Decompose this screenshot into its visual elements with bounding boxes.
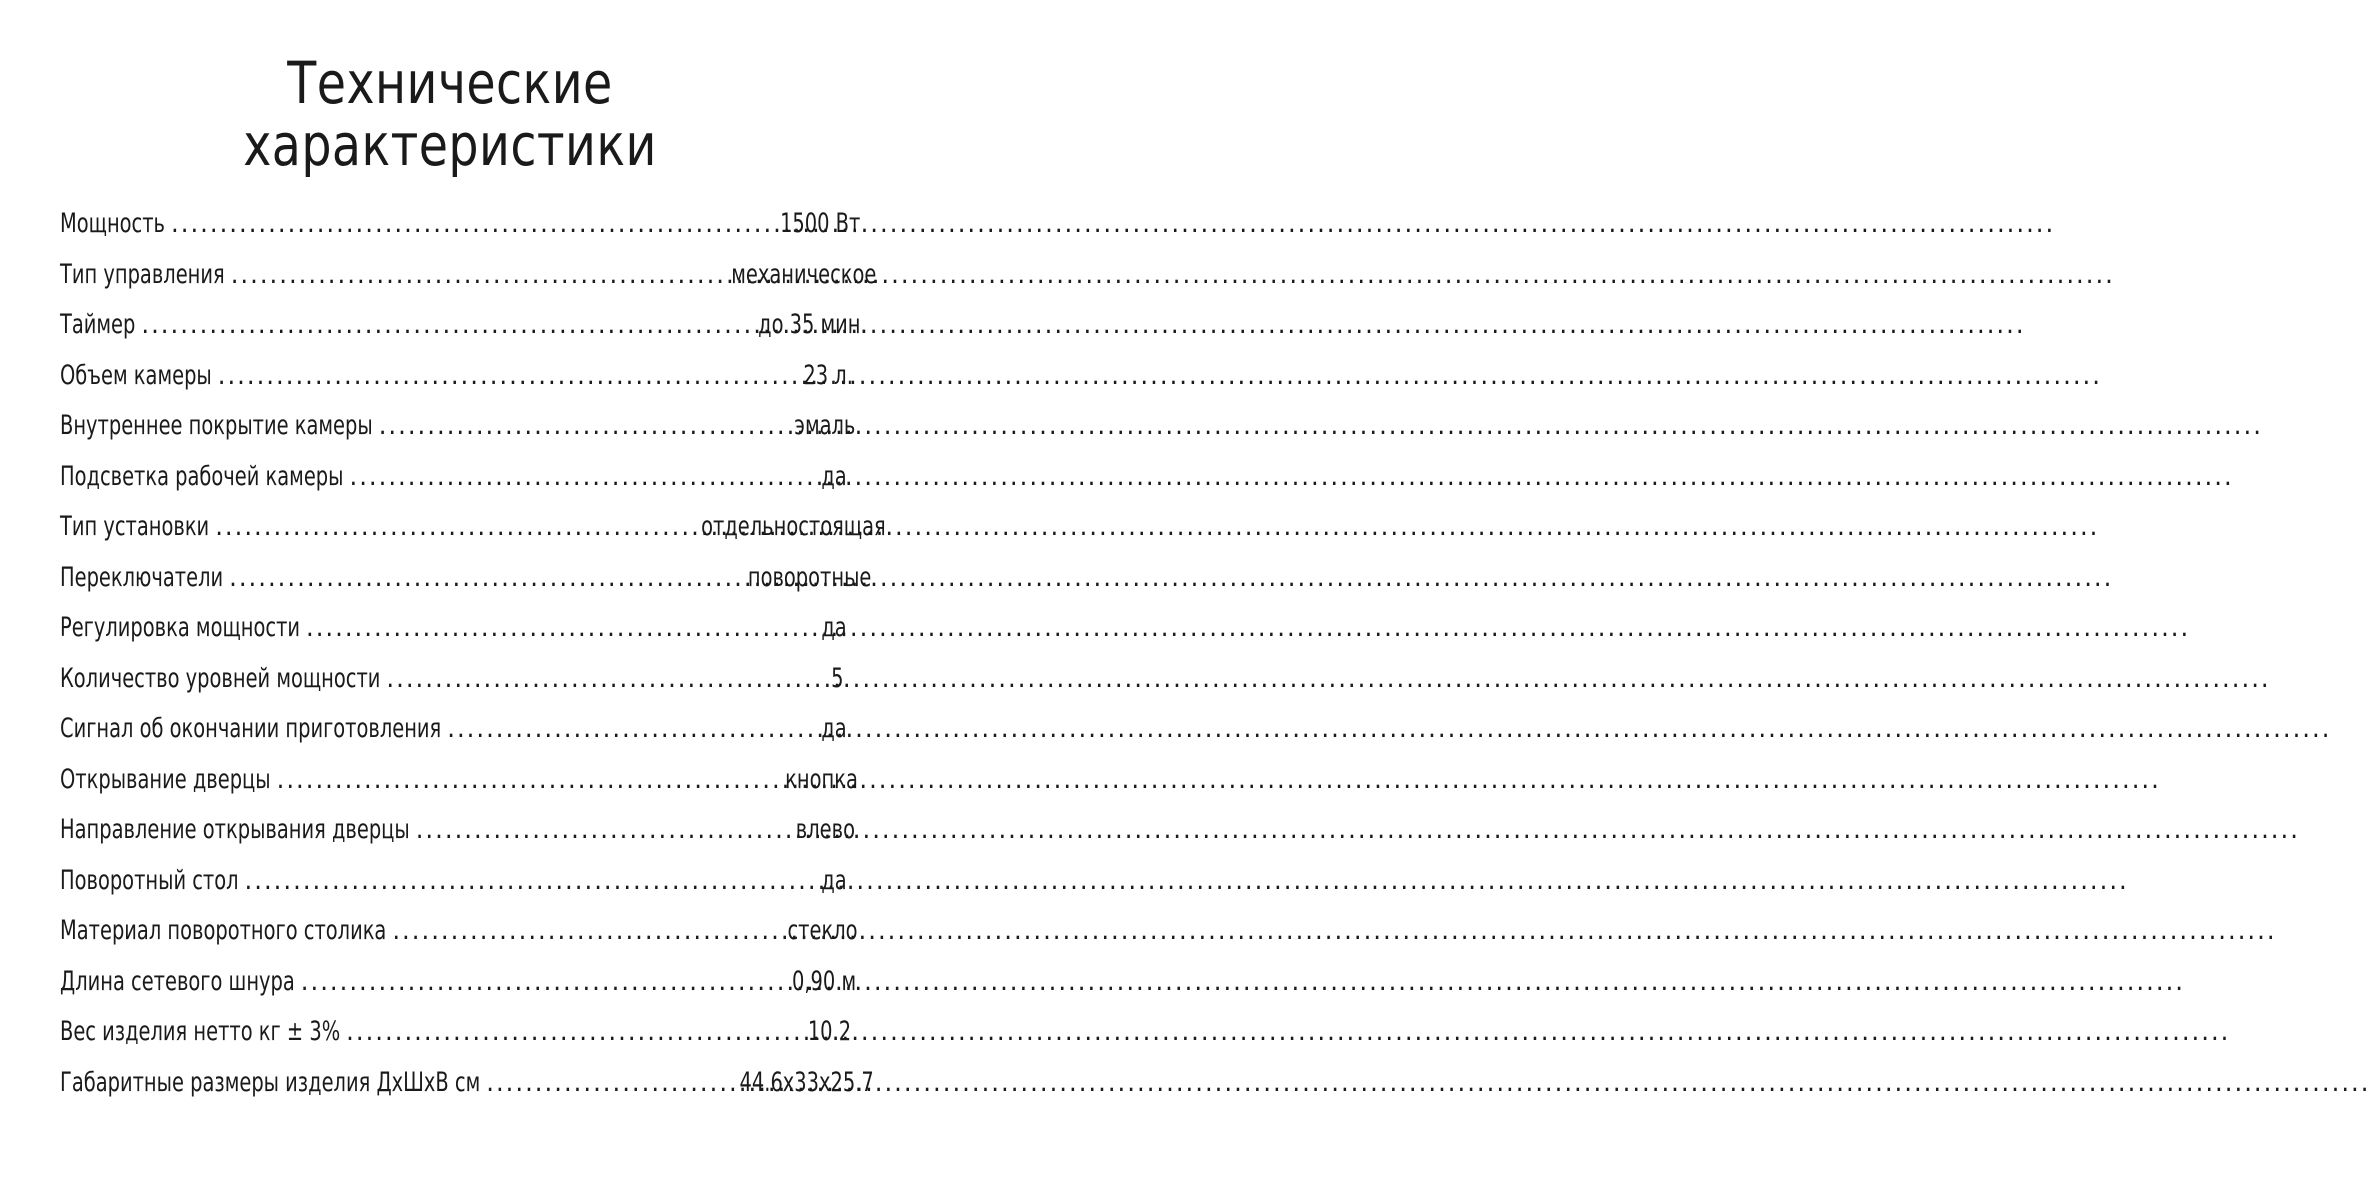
dot-leader: [231, 259, 689, 290]
spec-value-text: кнопка: [785, 763, 859, 795]
spec-label-text: Таймер: [60, 309, 136, 340]
spec-row-door-opening: [60, 763, 859, 815]
dot-leader: [447, 713, 808, 744]
spec-label-text: Переключатели: [60, 561, 224, 593]
spec-label: [60, 309, 135, 340]
spec-value: [731, 309, 868, 340]
spec-value: [767, 763, 859, 795]
dot-leader: [306, 612, 809, 643]
spec-value: [779, 410, 856, 441]
spec-value-text: да: [820, 460, 847, 492]
spec-label-text: Количество уровней мощности: [60, 662, 381, 694]
dot-leader: [379, 410, 773, 441]
spec-value: [760, 208, 861, 239]
title-line-1: Технические: [287, 49, 613, 117]
spec-value: [797, 1016, 851, 1047]
spec-value: [791, 359, 853, 391]
spec-value: [815, 713, 847, 744]
spec-label: [60, 410, 373, 441]
spec-label: [60, 966, 295, 997]
spec-value-text: 44.6х33х25.7: [739, 1066, 874, 1098]
spec-row-dimensions: [60, 1066, 874, 1118]
spec-label: [60, 1016, 340, 1047]
spec-label: [60, 511, 209, 542]
spec-row-turntable: [60, 864, 847, 916]
spec-value-text: эмаль: [794, 410, 856, 441]
spec-value-text: до 35 мин.: [758, 309, 868, 340]
spec-value-text: механическое: [731, 258, 877, 290]
dot-leader: [486, 1067, 700, 1098]
spec-value-text: стекло: [787, 915, 858, 946]
dot-leader: [171, 208, 754, 239]
spec-row-turntable-material: [60, 915, 858, 966]
spec-label-text: Подсветка рабочей камеры: [60, 460, 344, 492]
spec-label: [60, 360, 212, 391]
spec-row-cord-length: [60, 965, 857, 1017]
spec-label-text: Материал поворотного столика: [60, 915, 387, 946]
spec-row-switches: [60, 561, 871, 613]
spec-label-text: Открывание дверцы: [60, 763, 271, 795]
spec-value-text: отдельностоящая: [701, 511, 887, 542]
dot-leader: [277, 764, 762, 795]
page-title: [81, 49, 819, 179]
spec-value: [815, 612, 847, 643]
spec-row-chamber-volume: [60, 359, 853, 411]
spec-label-text: Вес изделия нетто кг ± 3%: [60, 1016, 341, 1047]
spec-label-text: Сигнал об окончании приготовления: [60, 713, 442, 744]
dot-leader: [301, 966, 770, 997]
spec-label: [60, 461, 343, 492]
spec-value-text: 23 л.: [802, 359, 853, 391]
spec-value-text: 5: [830, 662, 844, 694]
spec-row-net-weight: [60, 1016, 851, 1067]
spec-list: [60, 208, 887, 1117]
spec-row-control-type: [60, 258, 877, 310]
spec-value-text: 10.2: [807, 1016, 851, 1047]
spec-value: [828, 662, 844, 694]
spec-label-text: Габаритные размеры изделия ДхШхВ см: [60, 1066, 481, 1098]
spec-label: [60, 814, 410, 845]
spec-label: [60, 208, 165, 239]
dot-leader: [392, 915, 764, 946]
spec-value-text: да: [820, 612, 847, 643]
spec-value: [815, 864, 847, 896]
spec-row-timer: [60, 309, 868, 360]
spec-value: [776, 965, 857, 997]
spec-label: [60, 562, 223, 593]
spec-label-text: Тип установки: [60, 511, 210, 542]
spec-value-text: 0,90 м: [791, 965, 857, 997]
spec-label: [60, 915, 386, 946]
spec-label-text: Внутреннее покрытие камеры: [60, 410, 373, 441]
spec-label-text: Объем камеры: [60, 359, 212, 391]
dot-leader: [416, 814, 775, 845]
spec-value: [770, 915, 858, 946]
spec-label-text: Поворотный стол: [60, 864, 239, 896]
spec-row-power-levels: [60, 662, 844, 714]
spec-row-door-direction: [60, 814, 855, 865]
spec-row-power: [60, 208, 861, 259]
spec-label: [60, 259, 225, 290]
spec-value: [706, 1066, 874, 1098]
spec-value: [717, 561, 871, 593]
spec-value-text: поворотные: [747, 561, 871, 593]
spec-row-power-adjustment: [60, 612, 847, 663]
dot-leader: [245, 865, 809, 896]
spec-value-text: 1500 Вт: [779, 208, 861, 239]
spec-row-inner-coating: [60, 410, 856, 461]
title-line-2: характеристики: [243, 111, 657, 179]
spec-label-text: Тип управления: [60, 258, 225, 290]
spec-row-chamber-light: [60, 460, 847, 512]
dot-leader: [141, 309, 725, 340]
spec-value-text: влево: [795, 814, 855, 845]
spec-value: [695, 258, 877, 290]
spec-value: [815, 460, 847, 492]
spec-label: [60, 612, 300, 643]
spec-label: [60, 663, 380, 694]
spec-row-end-signal: [60, 713, 847, 764]
dot-leader: [215, 511, 649, 542]
dot-leader: [218, 360, 785, 391]
spec-value: [655, 511, 887, 542]
spec-label-text: Регулировка мощности: [60, 612, 301, 643]
dot-leader: [386, 663, 821, 694]
spec-label: [60, 1067, 480, 1098]
spec-label-text: Длина сетевого шнура: [60, 965, 295, 997]
spec-value-text: да: [820, 713, 847, 744]
spec-label: [60, 713, 441, 744]
dot-leader: [229, 562, 710, 593]
spec-label-text: Мощность: [60, 208, 166, 239]
spec-row-installation-type: [60, 511, 887, 562]
spec-label-text: Направление открывания дверцы: [60, 814, 410, 845]
spec-label: [60, 764, 271, 795]
dot-leader: [346, 1016, 791, 1047]
spec-value-text: да: [820, 864, 847, 896]
spec-label: [60, 865, 239, 896]
dot-leader: [349, 461, 808, 492]
spec-value: [781, 814, 855, 845]
